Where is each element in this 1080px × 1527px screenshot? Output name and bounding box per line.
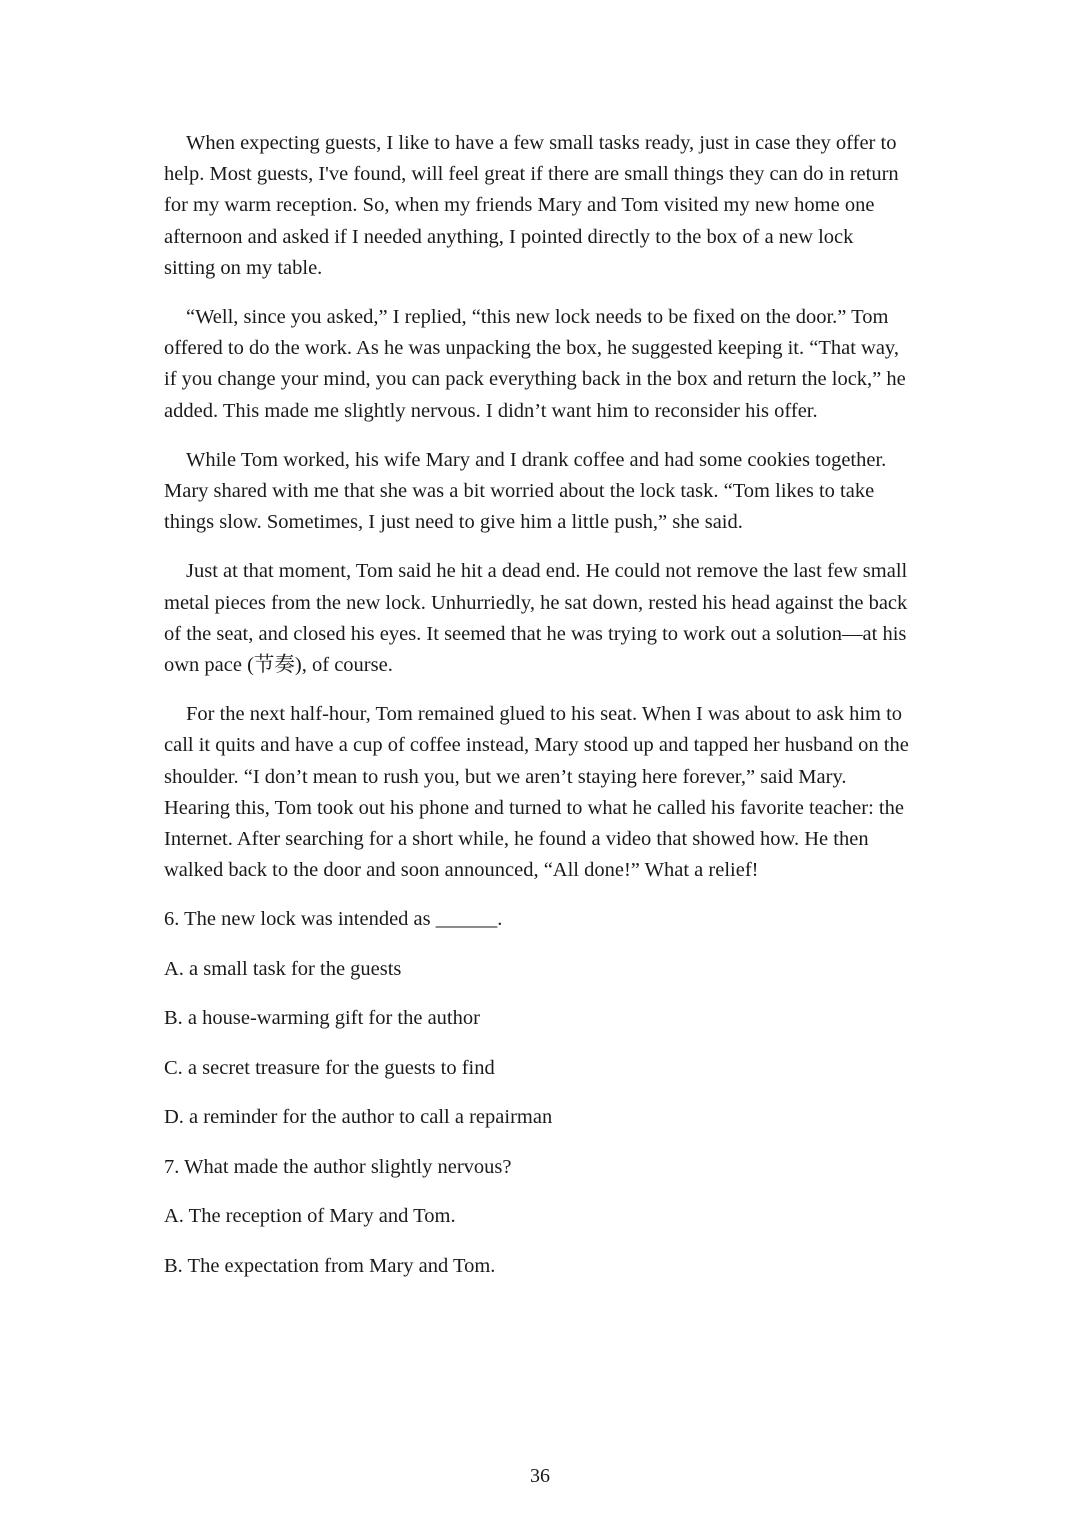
passage-paragraph-2: “Well, since you asked,” I replied, “this new lock needs to be fixed on the door.” Tom offered to do the work. As he was unpacking the box, he suggested keeping it. “That way, if you change your mind, you can pack everything back in the box and return the lock,” he added. This made me slightly nervous. I didn’t want him to reconsider his offer. xyxy=(164,306,906,422)
option-c: C. a secret treasure for the guests to find xyxy=(164,1056,495,1079)
option-a: A. a small task for the guests xyxy=(164,957,402,980)
option-b: B. The expectation from Mary and Tom. xyxy=(164,1254,496,1277)
option-b: B. a house-warming gift for the author xyxy=(164,1007,480,1030)
question-stem: 7. What made the author slightly nervous? xyxy=(164,1155,512,1178)
page-number: 36 xyxy=(530,1465,550,1487)
passage-paragraph-3: While Tom worked, his wife Mary and I drank coffee and had some cookies together. Mary shared with me that she was a bit worried about the lock task. “Tom likes to take things slow. Sometimes, I just need to give him a little push,” she said. xyxy=(164,448,887,534)
passage-paragraph-5: For the next half-hour, Tom remained glued to his seat. When I was about to ask him to call it quits and have a cup of coffee instead, Mary stood up and tapped her husband on the shoulder. “I don’t mean to rush you, but we aren’t staying here forever,” said Mary. Hearing this, Tom took out his phone and turned to what he called his favorite teacher: the Internet. After searching for a short while, he found a video that showed how. He then walked back to the door and soon announced, “All done!” What a relief! xyxy=(164,703,909,882)
document-body xyxy=(164,128,909,1300)
question-stem: 6. The new lock was intended as ______. xyxy=(164,908,503,931)
option-a: A. The reception of Mary and Tom. xyxy=(164,1205,456,1228)
question-7 xyxy=(164,1152,909,1282)
question-6 xyxy=(164,904,909,1133)
passage-paragraph-4: Just at that moment, Tom said he hit a dead end. He could not remove the last few small metal pieces from the new lock. Unhurriedly, he sat down, rested his head against the back of the seat, and closed his eyes. It seemed that he was trying to work out a solution—at his own pace (节奏), of course. xyxy=(164,560,908,677)
passage-paragraph-1: When expecting guests, I like to have a few small tasks ready, just in case they offer to help. Most guests, I've found, will feel great if there are small things they can do in return for my warm reception. So, when my friends Mary and Tom visited my new home one afternoon and asked if I needed anything, I pointed directly to the box of a new lock sitting on my table. xyxy=(164,132,899,279)
option-d: D. a reminder for the author to call a repairman xyxy=(164,1106,553,1129)
